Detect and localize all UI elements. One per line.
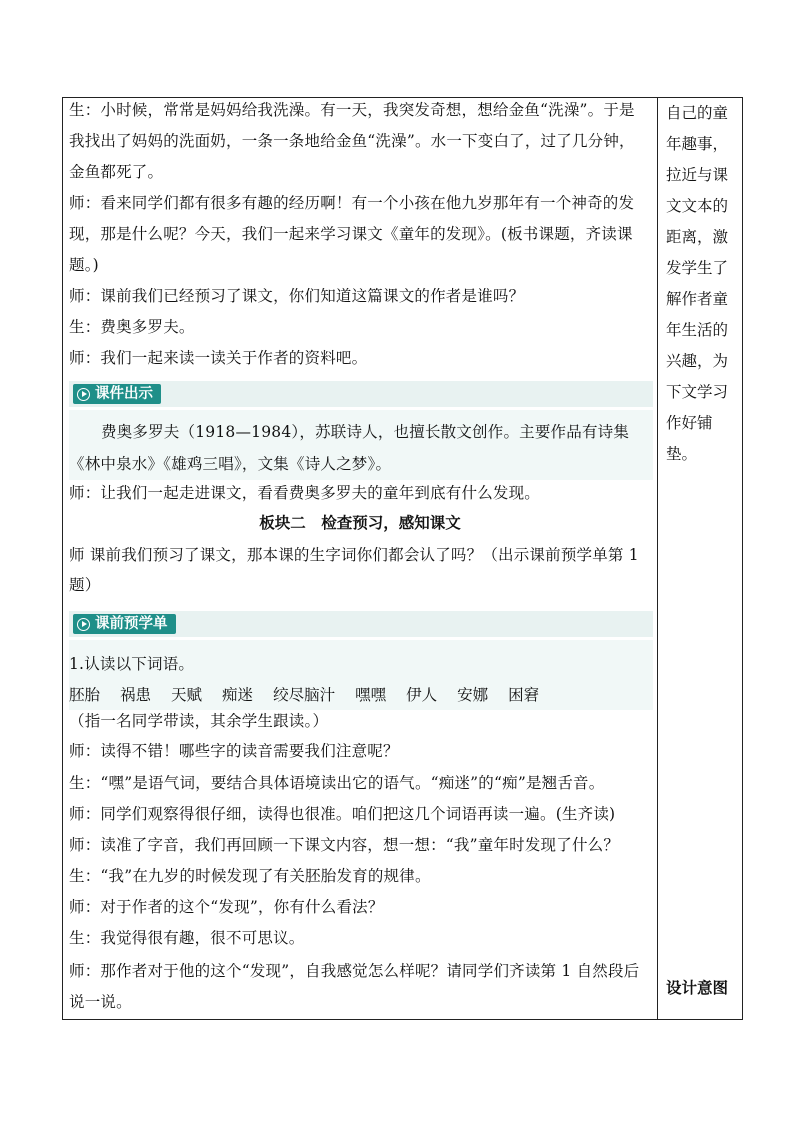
side-note-line: 作好铺 — [666, 414, 713, 432]
section-title: 板块二 检查预习，感知课文 — [259, 514, 461, 532]
side-note-line: 拉近与课 — [666, 166, 729, 184]
word-item: 痴迷 — [222, 686, 254, 704]
courseware-label — [73, 384, 161, 404]
word-item: 安娜 — [457, 686, 489, 704]
dialogue-line: 生：小时候，常常是妈妈给我洗澡。有一天，我突发奇想，想给金鱼“洗澡”。于是 — [69, 101, 635, 119]
side-note-line: 年趣事， — [666, 135, 729, 153]
side-note-line: 解作者童 — [666, 290, 729, 308]
word-list — [69, 685, 559, 705]
dialogue-line: 师：看来同学们都有很多有趣的经历啊！有一个小孩在他九岁那年有一个神奇的发 — [69, 194, 635, 212]
word-item: 嘿嘿 — [355, 686, 387, 704]
side-note-line: 距离，激 — [666, 228, 729, 246]
prestudy-banner — [69, 611, 653, 637]
dialogue-line: 师：读准了字音，我们再回顾一下课文内容，想一想：“我”童年时发现了什么？ — [69, 836, 620, 854]
side-note-line: 垫。 — [666, 445, 698, 463]
courseware-title: 课件出示 — [95, 386, 153, 402]
word-item: 胚胎 — [69, 686, 101, 704]
dialogue-line: 生：我觉得很有趣，很不可思议。 — [69, 929, 305, 947]
courseware-banner — [69, 381, 653, 407]
dialogue-line: 师：让我们一起走进课文，看看费奥多罗夫的童年到底有什么发现。 — [69, 484, 541, 502]
word-item: 天赋 — [171, 686, 203, 704]
dialogue-line: 师：课前我们已经预习了课文，你们知道这篇课文的作者是谁吗？ — [69, 287, 525, 305]
side-note-line: 下文学习 — [666, 383, 729, 401]
design-intent-label: 设计意图 — [666, 979, 729, 997]
dialogue-line: 师：那作者对于他的这个“发现”，自我感觉怎么样呢？请同学们齐读第 1 自然段后 — [69, 962, 640, 980]
side-note-line: 文文本的 — [666, 197, 729, 215]
word-item: 祸患 — [120, 686, 152, 704]
word-item: 困窘 — [508, 686, 540, 704]
play-icon — [77, 618, 90, 631]
courseware-line: 《林中泉水》《雄鸡三唱》，文集《诗人之梦》。 — [69, 455, 392, 473]
dialogue-line: 题。) — [69, 256, 99, 274]
play-icon — [77, 388, 90, 401]
dialogue-line: 题） — [69, 576, 101, 594]
dialogue-line: 说一说。 — [69, 993, 132, 1011]
word-item: 绞尽脑汁 — [273, 686, 336, 704]
side-note-line: 年生活的 — [666, 321, 729, 339]
dialogue-line: 师：我们一起来读一读关于作者的资料吧。 — [69, 349, 368, 367]
word-item: 伊人 — [406, 686, 438, 704]
dialogue-line: 师：读得不错！哪些字的读音需要我们注意呢？ — [69, 742, 399, 760]
dialogue-line: （指一名同学带读，其余学生跟读。） — [69, 712, 329, 730]
courseware-line: 费奥多罗夫（1918—1984），苏联诗人，也擅长散文创作。主要作品有诗集 — [101, 423, 630, 441]
design-intent-column — [658, 98, 743, 1019]
dialogue-line: 生：费奥多罗夫。 — [69, 318, 195, 336]
dialogue-line: 生：“嘿”是语气词，要结合具体语境读出它的语气。“痴迷”的“痴”是翘舌音。 — [69, 774, 605, 792]
prestudy-label — [73, 614, 176, 634]
lesson-table — [62, 97, 743, 1020]
dialogue-line: 我找出了妈妈的洗面奶，一条一条地给金鱼“洗澡”。水一下变白了，过了几分钟， — [69, 132, 635, 150]
dialogue-line: 师 课前我们预习了课文，那本课的生字词你们都会认了吗？（出示课前预学单第 1 — [69, 546, 639, 564]
dialogue-line: 师：对于作者的这个“发现”，你有什么看法？ — [69, 898, 384, 916]
side-note-line: 发学生了 — [666, 259, 729, 277]
prestudy-title: 课前预学单 — [95, 616, 168, 632]
side-note-line: 兴趣，为 — [666, 352, 729, 370]
dialogue-line: 生：“我”在九岁的时候发现了有关胚胎发育的规律。 — [69, 867, 431, 885]
prestudy-task: 1.认读以下词语。 — [69, 655, 195, 673]
dialogue-line: 金鱼都死了。 — [69, 163, 164, 181]
dialogue-line: 师：同学们观察得很仔细，读得也很准。咱们把这几个词语再读一遍。(生齐读) — [69, 805, 616, 823]
dialogue-line: 现，那是什么呢？今天，我们一起来学习课文《童年的发现》。(板书课题，齐读课 — [69, 225, 633, 243]
side-note-line: 自己的童 — [666, 104, 729, 122]
